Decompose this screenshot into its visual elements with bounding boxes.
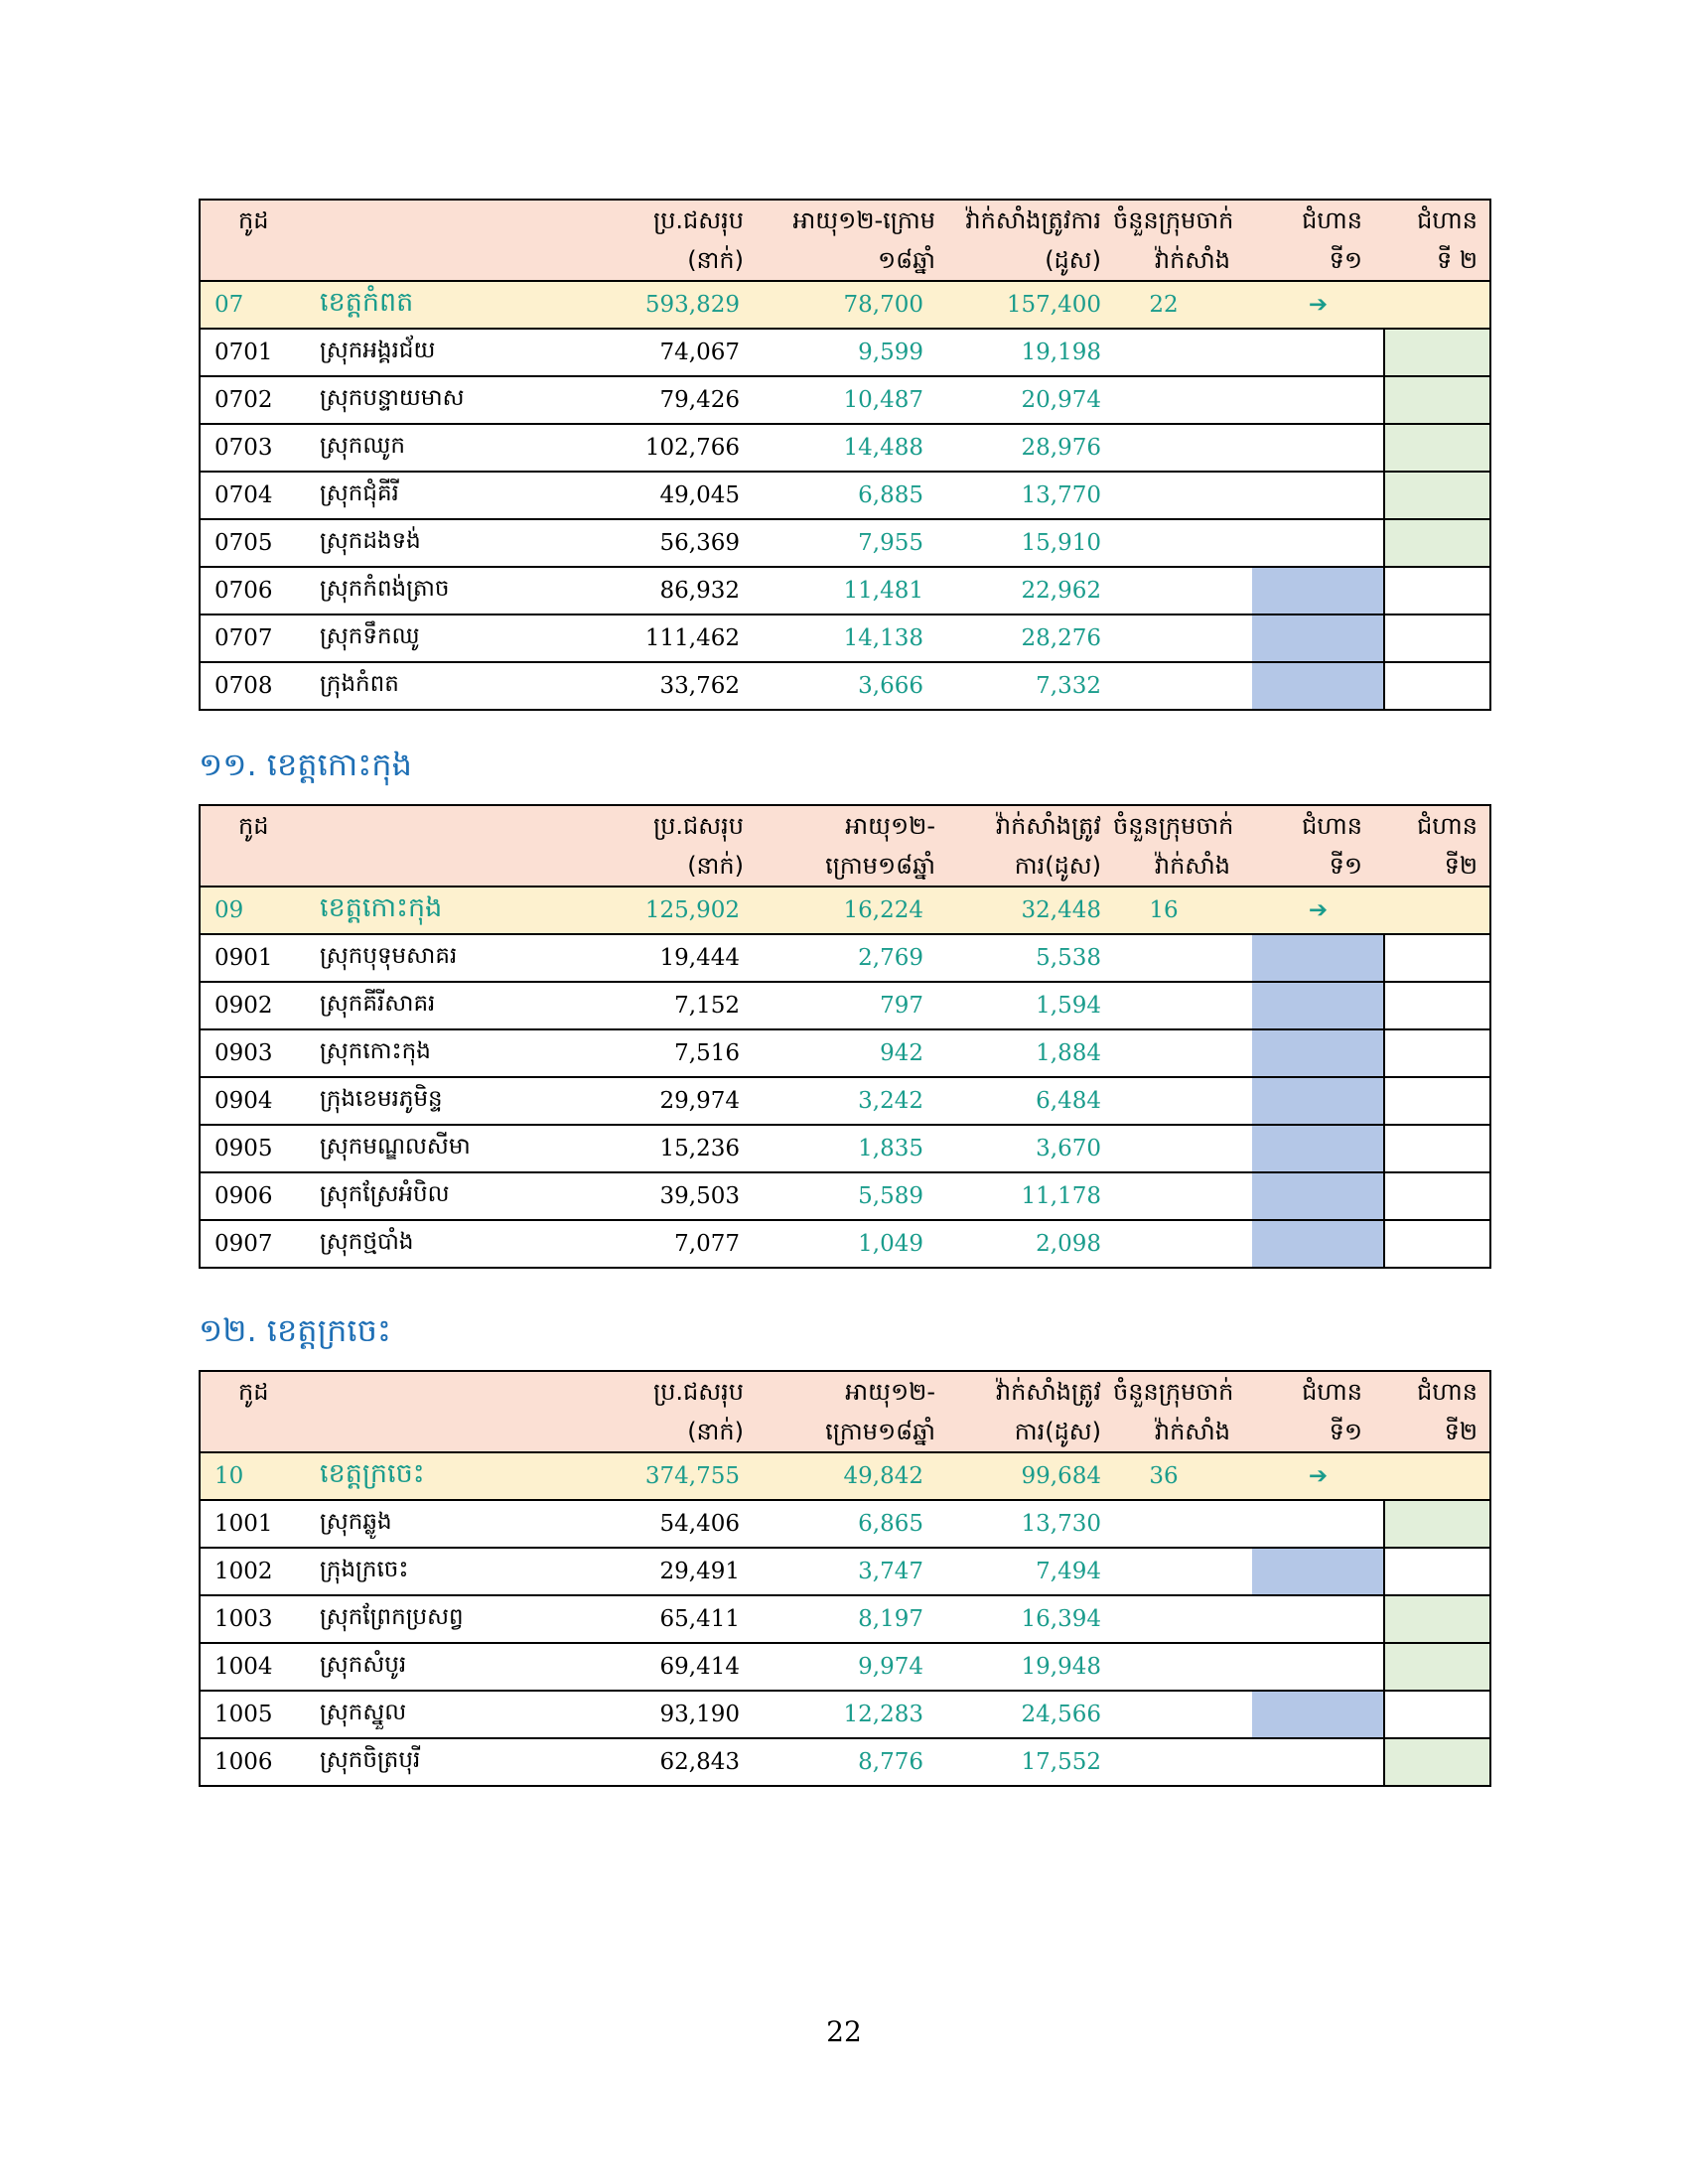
header-line [238,846,572,886]
province-table [199,804,1491,1269]
district-vaccine-doses: 2,098 [939,1220,1113,1268]
district-age-12-18: 10,487 [766,376,939,424]
header-line: ជំហាន [1302,206,1362,234]
section-title: ១២. ខេត្តក្រចេះ [199,1311,391,1349]
total-age-12-18: 78,700 [766,281,939,329]
phase-1-cell [1252,1691,1384,1738]
district-code: 0905 [200,1125,304,1172]
total-phase-2 [1384,887,1490,934]
phase-2-cell [1384,1500,1490,1548]
header-line: អាយុ១២- [845,812,935,840]
district-vaccine-doses: 24,566 [939,1691,1113,1738]
table-row [200,472,1490,519]
header-code [200,805,572,887]
table-row [200,424,1490,472]
table-row [200,662,1490,710]
district-age-12-18: 1,835 [766,1125,939,1172]
district-name: ស្រុកព្រែកប្រសព្វ [304,1595,572,1643]
phase-1-cell [1252,1595,1384,1643]
district-age-12-18: 797 [766,982,939,1029]
phase-2-cell [1384,1125,1490,1172]
district-age-12-18: 5,589 [766,1172,939,1220]
district-teams [1113,934,1252,982]
phase-1-cell [1252,1029,1384,1077]
header-line: ក្រោម១៨ឆ្នាំ [825,852,935,880]
total-population: 374,755 [572,1452,766,1500]
phase-2-cell [1384,934,1490,982]
total-teams: 36 [1113,1452,1252,1500]
province-total-row [200,887,1490,934]
header-line: ជំហាន [1417,206,1477,234]
district-vaccine-doses: 28,276 [939,614,1113,662]
district-name: ស្រុកគីរីសាគរ [304,982,572,1029]
header-line [238,1412,572,1451]
district-population: 7,516 [572,1029,766,1077]
district-population: 93,190 [572,1691,766,1738]
district-teams [1113,1595,1252,1643]
district-vaccine-doses: 11,178 [939,1172,1113,1220]
header-row [200,805,1490,887]
total-code: 10 [200,1452,304,1500]
phase-1-cell [1252,1738,1384,1786]
district-name: ស្រុកឈូក [304,424,572,472]
phase-2-cell [1384,1595,1490,1643]
total-age-12-18: 16,224 [766,887,939,934]
header-phase-1 [1252,1371,1384,1452]
header-line: ទី២ [1444,852,1477,880]
arrow-icon: ➔ [1252,887,1384,934]
phase-2-cell [1384,472,1490,519]
district-code: 1004 [200,1643,304,1691]
district-code: 0706 [200,567,304,614]
phase-2-cell [1384,1029,1490,1077]
header-line: ទី ២ [1436,246,1477,274]
phase-2-cell [1384,567,1490,614]
phase-1-cell [1252,662,1384,710]
district-age-12-18: 12,283 [766,1691,939,1738]
table-row [200,329,1490,376]
district-age-12-18: 11,481 [766,567,939,614]
phase-2-cell [1384,376,1490,424]
header-line: ជំហាន [1302,812,1362,840]
header-phase-2 [1384,200,1490,281]
header-line: ក្រោម១៨ឆ្នាំ [825,1418,935,1445]
district-age-12-18: 9,974 [766,1643,939,1691]
district-teams [1113,982,1252,1029]
phase-2-cell [1384,1643,1490,1691]
phase-2-cell [1384,1548,1490,1595]
table-row [200,1595,1490,1643]
header-vaccine-doses [939,1371,1113,1452]
district-teams [1113,519,1252,567]
total-vaccine-doses: 32,448 [939,887,1113,934]
phase-2-cell [1384,982,1490,1029]
district-vaccine-doses: 16,394 [939,1595,1113,1643]
district-population: 69,414 [572,1643,766,1691]
district-population: 7,077 [572,1220,766,1268]
header-vaccine-doses [939,805,1113,887]
table-row [200,1077,1490,1125]
district-vaccine-doses: 28,976 [939,424,1113,472]
table-row [200,982,1490,1029]
header-line: (នាក់) [687,1418,744,1445]
district-population: 33,762 [572,662,766,710]
section-title: ១១. ខេត្តកោះកុង [199,746,412,783]
total-code: 07 [200,281,304,329]
district-vaccine-doses: 15,910 [939,519,1113,567]
district-name: ស្រុកសំបូរ [304,1643,572,1691]
district-teams [1113,1172,1252,1220]
header-line: ការ(ដូស) [1014,852,1101,880]
header-population [572,805,766,887]
table-row [200,519,1490,567]
district-population: 62,843 [572,1738,766,1786]
district-teams [1113,376,1252,424]
district-population: 102,766 [572,424,766,472]
total-population: 593,829 [572,281,766,329]
header-age-12-18 [766,805,939,887]
phase-1-cell [1252,472,1384,519]
phase-1-cell [1252,1643,1384,1691]
header-line: ជំហាន [1417,812,1477,840]
table-row [200,934,1490,982]
header-line: ប្រ.ជសរុប [653,812,744,840]
district-name: ស្រុកទឹកឈូ [304,614,572,662]
district-code: 1003 [200,1595,304,1643]
district-population: 111,462 [572,614,766,662]
phase-1-cell [1252,934,1384,982]
header-code [200,1371,572,1452]
district-name: ស្រុកឆ្លូង [304,1500,572,1548]
district-age-12-18: 6,865 [766,1500,939,1548]
header-line: វ៉ាក់សាំង [1154,852,1230,880]
district-name: ស្រុកបុទុមសាគរ [304,934,572,982]
phase-2-cell [1384,614,1490,662]
district-age-12-18: 3,747 [766,1548,939,1595]
phase-2-cell [1384,662,1490,710]
district-name: ស្រុកបន្ទាយមាស [304,376,572,424]
header-line: ១៨ឆ្នាំ [877,246,935,274]
phase-1-cell [1252,329,1384,376]
header-phase-1 [1252,200,1384,281]
header-line: ជំហាន [1302,1378,1362,1406]
district-name: ស្រុកអង្គរជ័យ [304,329,572,376]
district-teams [1113,329,1252,376]
district-vaccine-doses: 22,962 [939,567,1113,614]
district-code: 1006 [200,1738,304,1786]
district-vaccine-doses: 1,884 [939,1029,1113,1077]
district-name: ស្រុកជុំគីរី [304,472,572,519]
header-line: កូដ [238,812,269,840]
total-age-12-18: 49,842 [766,1452,939,1500]
province-total-row [200,281,1490,329]
district-teams [1113,1738,1252,1786]
phase-1-cell [1252,982,1384,1029]
district-name: ស្រុកចិត្របុរី [304,1738,572,1786]
phase-1-cell [1252,376,1384,424]
district-age-12-18: 8,776 [766,1738,939,1786]
phase-1-cell [1252,519,1384,567]
district-code: 0703 [200,424,304,472]
district-vaccine-doses: 7,332 [939,662,1113,710]
header-teams [1113,1371,1252,1452]
district-age-12-18: 942 [766,1029,939,1077]
header-line [238,240,572,280]
table-row [200,1548,1490,1595]
phase-1-cell [1252,614,1384,662]
district-age-12-18: 9,599 [766,329,939,376]
district-vaccine-doses: 13,730 [939,1500,1113,1548]
header-line: (នាក់) [687,852,744,880]
header-line: អាយុ១២-ក្រោម [792,206,935,234]
header-phase-2 [1384,1371,1490,1452]
district-population: 86,932 [572,567,766,614]
district-code: 1002 [200,1548,304,1595]
header-line: ចំនួនក្រុមចាក់ [1113,1378,1234,1406]
district-vaccine-doses: 13,770 [939,472,1113,519]
header-line: វ៉ាក់សាំងត្រូវ [995,812,1101,840]
total-population: 125,902 [572,887,766,934]
district-vaccine-doses: 19,948 [939,1643,1113,1691]
district-teams [1113,1029,1252,1077]
header-age-12-18 [766,200,939,281]
table-row [200,614,1490,662]
district-name: ក្រុងក្រចេះ [304,1548,572,1595]
district-vaccine-doses: 1,594 [939,982,1113,1029]
district-vaccine-doses: 19,198 [939,329,1113,376]
total-code: 09 [200,887,304,934]
district-teams [1113,614,1252,662]
total-name: ខេត្តកោះកុង [304,887,572,934]
phase-1-cell [1252,1500,1384,1548]
table-row [200,1691,1490,1738]
district-teams [1113,1500,1252,1548]
table-row [200,1500,1490,1548]
header-line: វ៉ាក់សាំងត្រូវការ [965,206,1101,234]
phase-1-cell [1252,1548,1384,1595]
district-population: 56,369 [572,519,766,567]
province-table [199,1370,1491,1787]
header-teams [1113,200,1252,281]
district-age-12-18: 14,488 [766,424,939,472]
phase-2-cell [1384,1172,1490,1220]
district-age-12-18: 7,955 [766,519,939,567]
total-name: ខេត្តកំពត [304,281,572,329]
district-vaccine-doses: 3,670 [939,1125,1113,1172]
district-population: 79,426 [572,376,766,424]
district-age-12-18: 1,049 [766,1220,939,1268]
header-line: ទី១ [1329,1418,1362,1445]
page-number: 22 [826,2015,862,2048]
total-vaccine-doses: 157,400 [939,281,1113,329]
table-row [200,376,1490,424]
district-teams [1113,1125,1252,1172]
district-name: ក្រុងកំពត [304,662,572,710]
header-line: ទី១ [1329,246,1362,274]
district-name: ស្រុកដងទង់ [304,519,572,567]
district-age-12-18: 3,666 [766,662,939,710]
arrow-icon: ➔ [1252,281,1384,329]
total-teams: 22 [1113,281,1252,329]
table-row [200,1738,1490,1786]
district-teams [1113,472,1252,519]
district-teams [1113,1220,1252,1268]
district-population: 29,491 [572,1548,766,1595]
total-phase-2 [1384,281,1490,329]
district-teams [1113,662,1252,710]
district-code: 0901 [200,934,304,982]
district-code: 0902 [200,982,304,1029]
district-code: 0906 [200,1172,304,1220]
district-population: 49,045 [572,472,766,519]
district-vaccine-doses: 17,552 [939,1738,1113,1786]
district-population: 65,411 [572,1595,766,1643]
district-population: 29,974 [572,1077,766,1125]
phase-1-cell [1252,1172,1384,1220]
district-code: 0701 [200,329,304,376]
header-line: ប្រ.ជសរុប [653,206,744,234]
district-age-12-18: 6,885 [766,472,939,519]
district-code: 0907 [200,1220,304,1268]
district-code: 0708 [200,662,304,710]
district-teams [1113,424,1252,472]
header-row [200,200,1490,281]
district-teams [1113,1643,1252,1691]
phase-1-cell [1252,567,1384,614]
arrow-icon: ➔ [1252,1452,1384,1500]
district-population: 19,444 [572,934,766,982]
header-line: កូដ [238,206,269,234]
phase-2-cell [1384,1738,1490,1786]
district-age-12-18: 8,197 [766,1595,939,1643]
district-code: 0903 [200,1029,304,1077]
phase-2-cell [1384,424,1490,472]
phase-1-cell [1252,424,1384,472]
phase-2-cell [1384,1220,1490,1268]
district-name: ស្រុកមណ្ឌលសីមា [304,1125,572,1172]
total-name: ខេត្តក្រចេះ [304,1452,572,1500]
phase-2-cell [1384,1691,1490,1738]
district-population: 39,503 [572,1172,766,1220]
phase-1-cell [1252,1125,1384,1172]
header-line: ទី១ [1329,852,1362,880]
phase-1-cell [1252,1077,1384,1125]
district-vaccine-doses: 7,494 [939,1548,1113,1595]
phase-2-cell [1384,329,1490,376]
header-vaccine-doses [939,200,1113,281]
header-teams [1113,805,1252,887]
district-vaccine-doses: 5,538 [939,934,1113,982]
district-population: 54,406 [572,1500,766,1548]
table-row [200,1220,1490,1268]
header-line: ប្រ.ជសរុប [653,1378,744,1406]
province-table [199,199,1491,711]
header-line: ការ(ដូស) [1014,1418,1101,1445]
header-line: ទី២ [1444,1418,1477,1445]
table-row [200,1125,1490,1172]
table-row [200,567,1490,614]
header-row [200,1371,1490,1452]
district-age-12-18: 14,138 [766,614,939,662]
district-teams [1113,1548,1252,1595]
phase-2-cell [1384,1077,1490,1125]
district-teams [1113,567,1252,614]
district-name: ស្រុកស្រែអំបិល [304,1172,572,1220]
district-age-12-18: 2,769 [766,934,939,982]
header-population [572,200,766,281]
table-row [200,1029,1490,1077]
district-code: 0707 [200,614,304,662]
district-code: 1001 [200,1500,304,1548]
header-line: វ៉ាក់សាំងត្រូវ [995,1378,1101,1406]
header-line: វ៉ាក់សាំង [1154,1418,1230,1445]
district-name: ស្រុកថ្មបាំង [304,1220,572,1268]
header-line: (នាក់) [687,246,744,274]
header-line: កូដ [238,1378,269,1406]
district-name: ស្រុកស្នួល [304,1691,572,1738]
header-line: ចំនួនក្រុមចាក់ [1113,206,1234,234]
district-teams [1113,1077,1252,1125]
header-line: វ៉ាក់សាំង [1154,246,1230,274]
total-phase-2 [1384,1452,1490,1500]
district-name: ស្រុកកោះកុង [304,1029,572,1077]
district-population: 74,067 [572,329,766,376]
district-teams [1113,1691,1252,1738]
total-teams: 16 [1113,887,1252,934]
header-line: ចំនួនក្រុមចាក់ [1113,812,1234,840]
table-row [200,1643,1490,1691]
header-code [200,200,572,281]
district-vaccine-doses: 6,484 [939,1077,1113,1125]
header-line: អាយុ១២- [845,1378,935,1406]
district-age-12-18: 3,242 [766,1077,939,1125]
header-age-12-18 [766,1371,939,1452]
header-line: ជំហាន [1417,1378,1477,1406]
header-population [572,1371,766,1452]
table-row [200,1172,1490,1220]
district-code: 0904 [200,1077,304,1125]
header-phase-1 [1252,805,1384,887]
phase-1-cell [1252,1220,1384,1268]
total-vaccine-doses: 99,684 [939,1452,1113,1500]
district-name: ស្រុកកំពង់ត្រាច [304,567,572,614]
district-code: 0705 [200,519,304,567]
district-name: ក្រុងខេមរភូមិន្ទ [304,1077,572,1125]
header-line: (ដូស) [1045,246,1101,274]
district-code: 1005 [200,1691,304,1738]
district-code: 0702 [200,376,304,424]
header-phase-2 [1384,805,1490,887]
district-vaccine-doses: 20,974 [939,376,1113,424]
district-code: 0704 [200,472,304,519]
phase-2-cell [1384,519,1490,567]
province-total-row [200,1452,1490,1500]
district-population: 7,152 [572,982,766,1029]
district-population: 15,236 [572,1125,766,1172]
